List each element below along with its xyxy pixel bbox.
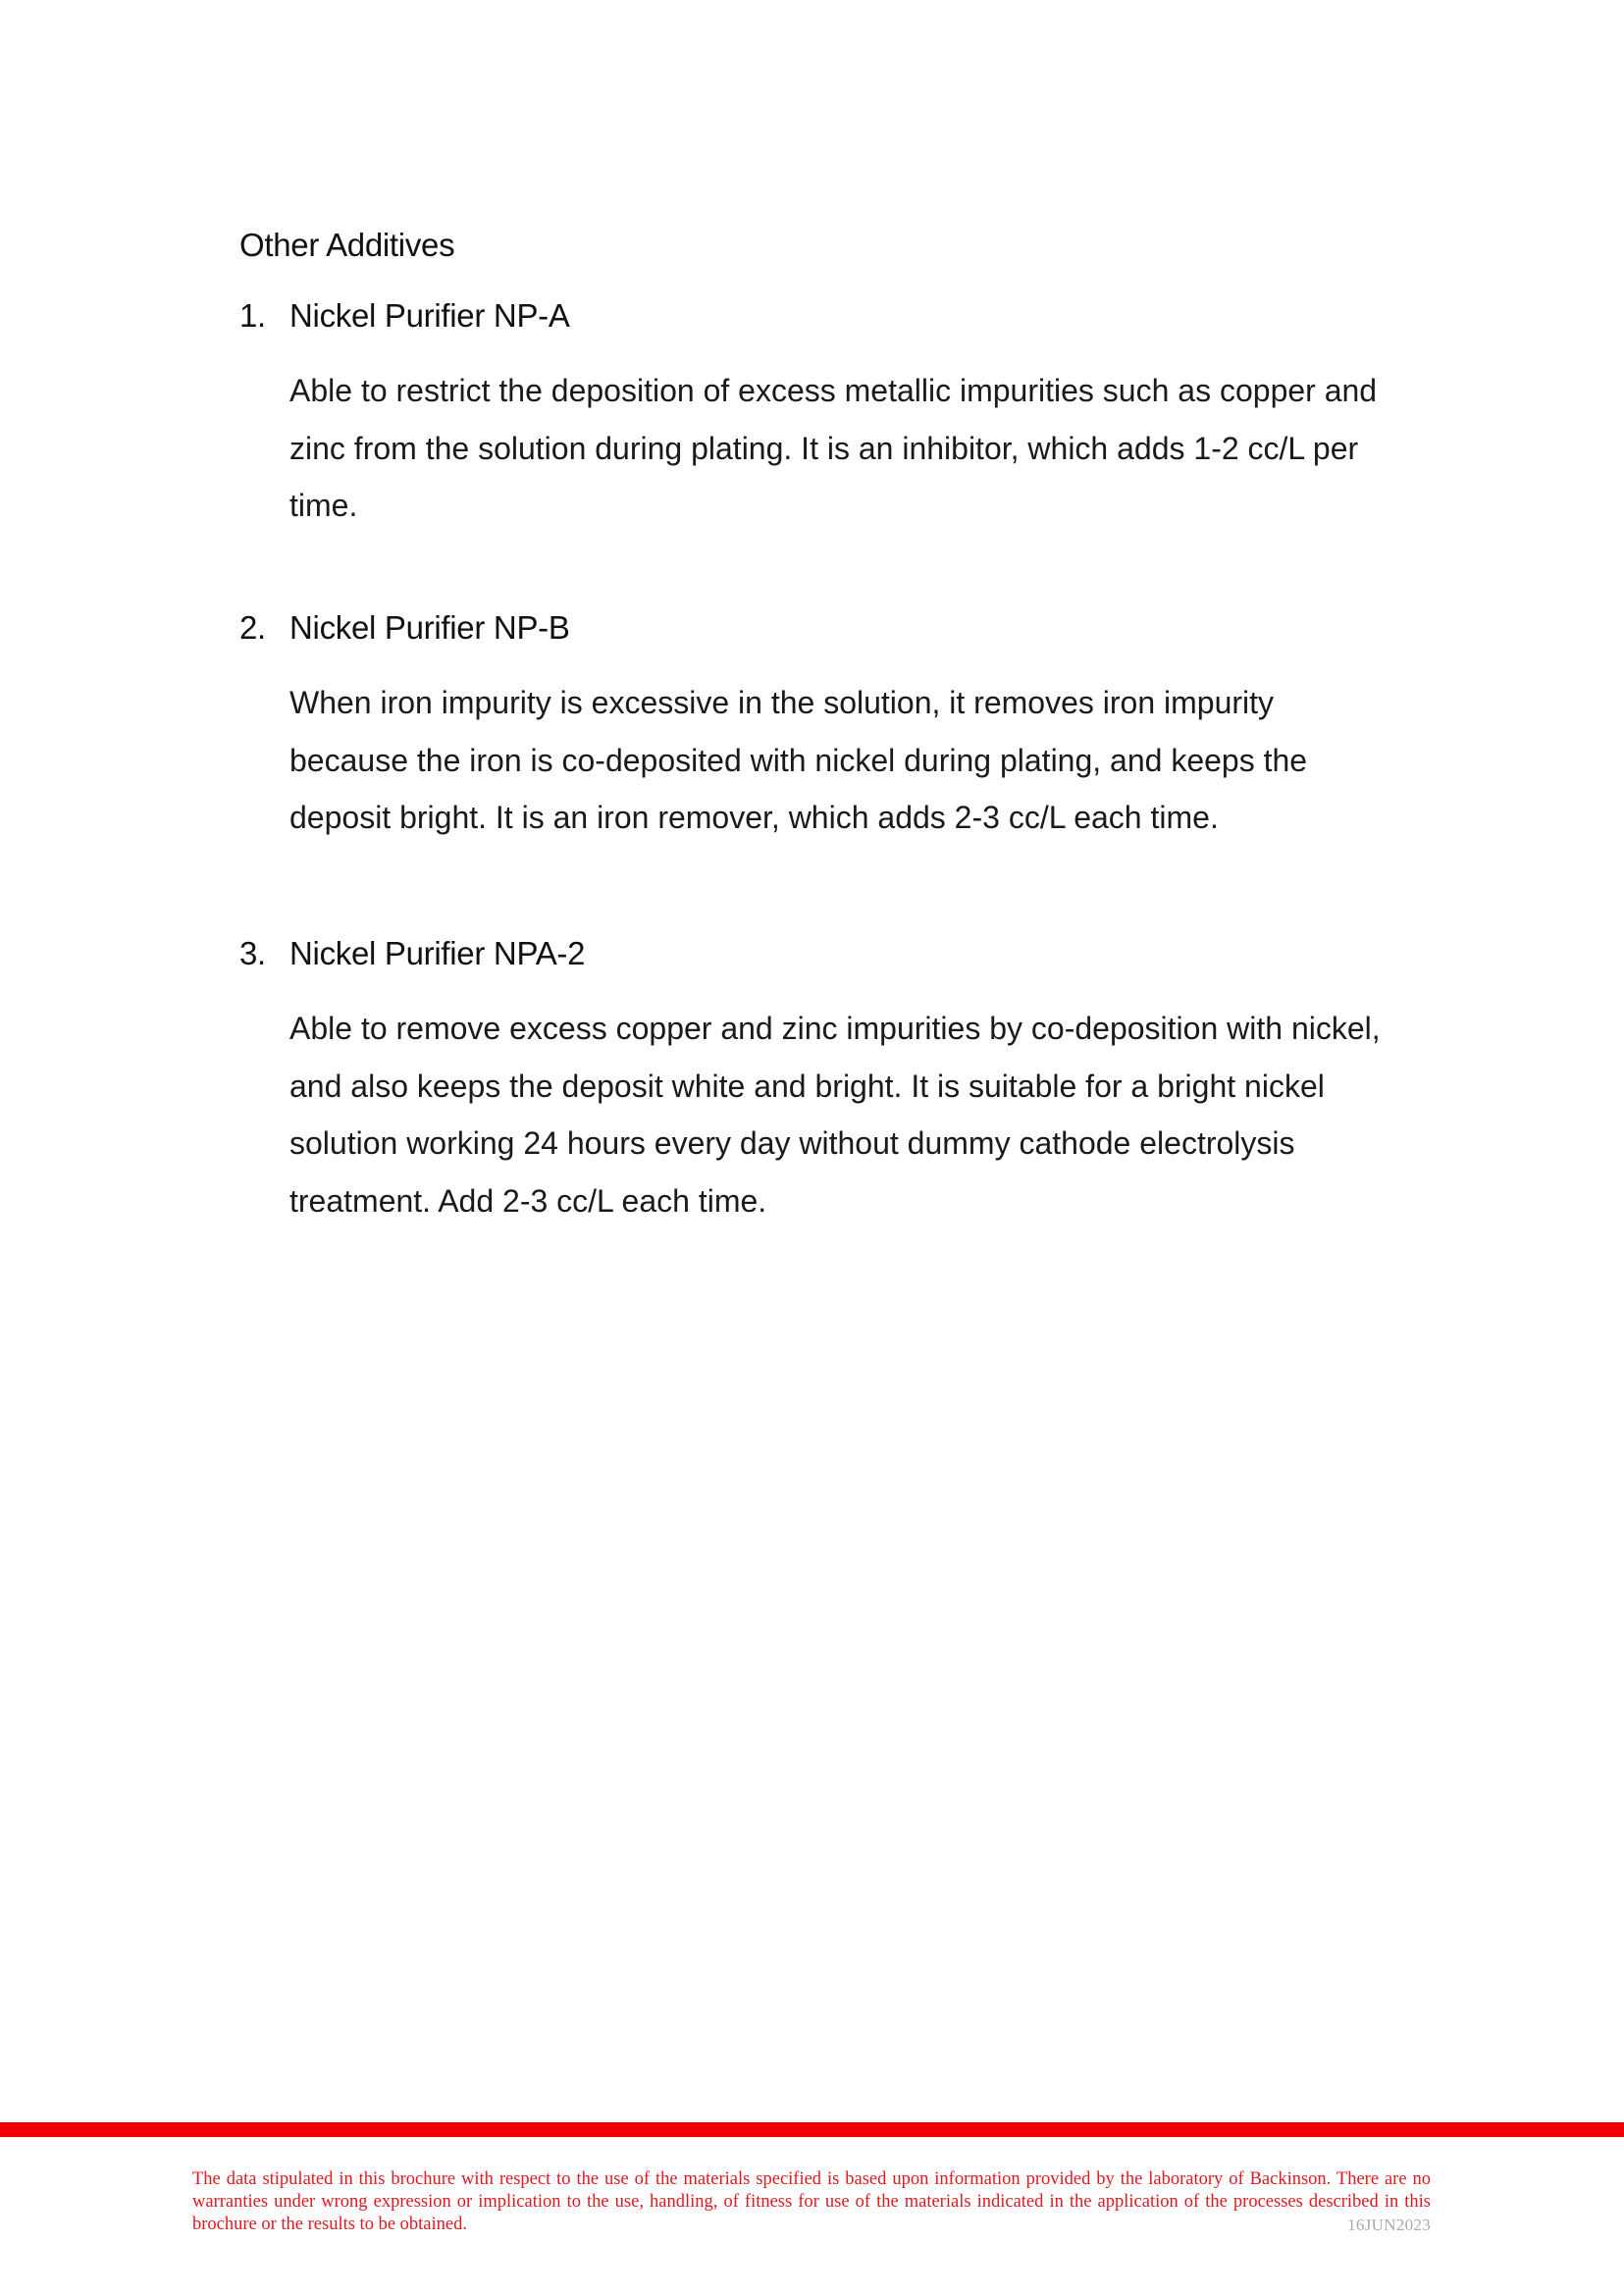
item-header xyxy=(239,931,1417,976)
item-number: 1. xyxy=(239,297,266,334)
item-description: Able to remove excess copper and zinc impurities by co-deposition with nickel, and also keeps the deposit white and bright. It is suitable for a bright nickel solution working 24 hours every day without dummy cathode electrolysis treatment. Add 2-3 cc/L each time. xyxy=(289,1011,1381,1219)
section-heading: Other Additives xyxy=(239,227,455,263)
item-number: 3. xyxy=(239,935,266,971)
item-header xyxy=(239,293,1417,339)
item-title: Nickel Purifier NP-A xyxy=(289,297,570,334)
document-date: 16JUN2023 xyxy=(1347,2216,1431,2234)
list-item-nickel-purifier-np-a xyxy=(239,293,1417,535)
footer-divider xyxy=(0,2122,1624,2137)
list-item-nickel-purifier-npa-2 xyxy=(239,931,1417,1229)
item-description: When iron impurity is excessive in the solution, it removes iron impurity because the iron is co-deposited with nickel during plating, and keeps the deposit bright. It is an iron remover, which adds 2-3 cc/L each time. xyxy=(289,685,1308,835)
item-number: 2. xyxy=(239,609,266,646)
list-item-nickel-purifier-np-b xyxy=(239,605,1417,847)
item-header xyxy=(239,605,1417,651)
item-title: Nickel Purifier NP-B xyxy=(289,609,570,646)
item-title: Nickel Purifier NPA-2 xyxy=(289,935,586,971)
item-description: Able to restrict the deposition of excess metallic impurities such as copper and zinc from the solution during plating. It is an inhibitor, which adds 1-2 cc/L per time. xyxy=(289,373,1378,523)
footer-disclaimer: The data stipulated in this brochure with respect to the use of the materials specified is based upon information provided by the laboratory of Backinson. There are no warranties under wrong expression or implication to the use, handling, of fitness for use of the materials indicated in the application of the processes described in this brochure or the results to be obtained. xyxy=(192,2169,1431,2234)
